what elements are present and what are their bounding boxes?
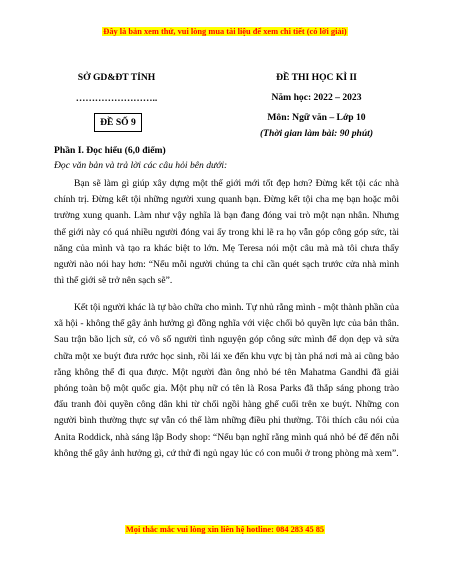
preview-notice-banner: [0, 27, 450, 36]
department-dots: ……………………..: [75, 93, 158, 104]
section-title: Phần I. Đọc hiểu (6,0 điểm): [54, 145, 166, 156]
school-year: Năm học: 2022 – 2023: [271, 92, 362, 103]
exam-number-box: ĐỀ SỐ 9: [94, 113, 142, 132]
exam-header: [54, 70, 404, 150]
exam-duration: (Thời gian làm bài: 90 phút): [259, 128, 374, 139]
exam-title: ĐỀ THI HỌC KÌ II: [276, 72, 357, 83]
hotline-banner: [0, 525, 450, 534]
passage-paragraph-2: Kết tội người khác là tự bào chữa cho mình. Tự nhủ rằng mình - một thành phần của xã hội - không thể gây ảnh hưởng gì đồng nghĩa với việc chối bỏ quyền lực của bản thân. Sau trận bão lịch sử, có vô số người tình nguyện góp công sức mình để dọn dẹp và sửa chữa một xe buýt đưa rước học sinh, rồi lái xe đến khu vực bị tàn phá nơi mà ai cũng bảo rằng không thể đi qua được. Một người đàn ông nhỏ bé tên Mahatma Gandhi đã giải phóng toàn bộ một quốc gia. Một phụ nữ có tên là Rosa Parks đã thắp sáng phong trào đấu tranh đòi quyền công dân khi từ chối ngồi hàng ghế cuối trên xe buýt. Những con người bình thường thực sự vẫn có thể làm những điều phi thường. Tôi thích câu nói của Anita Roddick, nhà sáng lập Body shop: “Nếu bạn nghĩ rằng mình quá nhỏ bé để đến nỗi không thể gây ảnh hưởng gì, cứ thử đi ngủ ngay lúc có con muỗi ở trong phòng mà xem”.: [54, 302, 399, 459]
section-instruction: Đọc văn bản và trả lời các câu hỏi bên dưới:: [54, 160, 228, 171]
preview-notice-text: Đây là bản xem thử, vui lòng mua tài liệu để xem chi tiết (có lời giải): [103, 27, 347, 36]
subject-grade: Môn: Ngữ văn – Lớp 10: [267, 112, 366, 123]
passage-paragraph-1: Bạn sẽ làm gì giúp xây dựng một thế giới mới tốt đẹp hơn? Đừng kết tội các nhà chính trị. Đừng kết tội những người xung quanh bạn. Đừng kết tội cha mẹ bạn hoặc môi trường xung quanh. Làm như vậy nghĩa là bạn đang đóng vai trò một nạn nhân. Nhưng thế giới này có quá nhiều người đóng vai ấy trong khi lẽ ra họ vẫn góp công góp sức, tài năng của mình và tạo ra khác biệt to lớn. Mẹ Teresa nói một câu mà mà tôi chưa thấy người nào nói hay hơn: “Nếu mỗi người chúng ta chỉ cần quét sạch trước cửa nhà mình thì thế giới sẽ trở nên sạch sẽ”.: [54, 178, 399, 287]
department-name: SỞ GD&ĐT TỈNH: [77, 72, 156, 83]
hotline-text: Mọi thắc mắc vui lòng xin liên hệ hotline: 084 283 45 85: [125, 525, 325, 534]
